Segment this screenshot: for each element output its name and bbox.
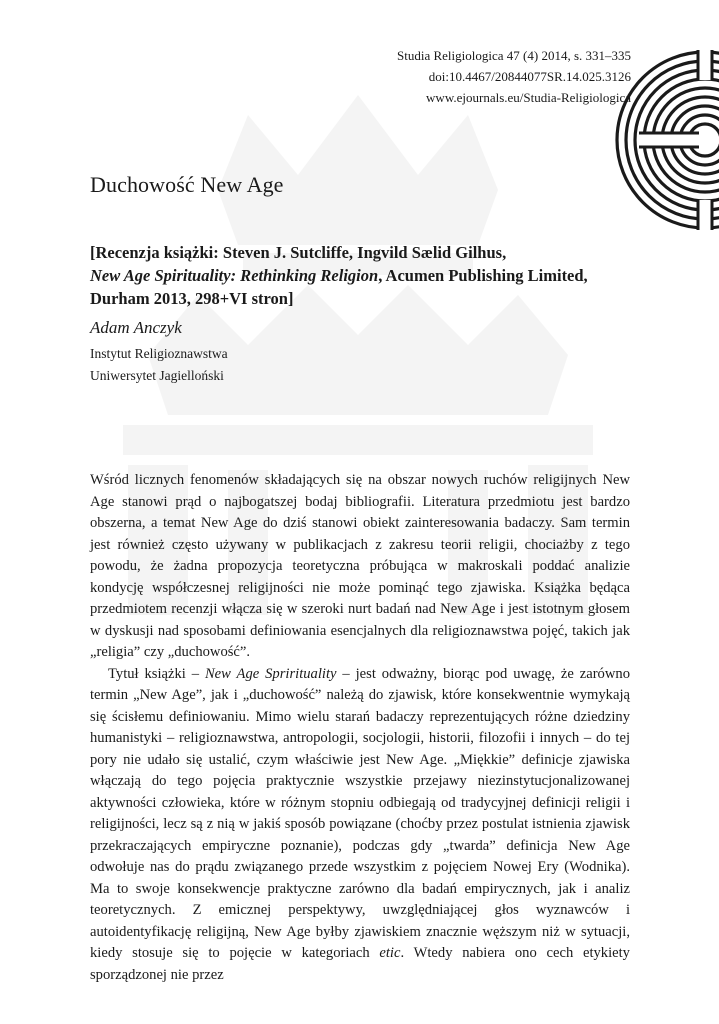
paragraph-2-etic: etic [379, 945, 401, 961]
journal-citation: Studia Religiologica 47 (4) 2014, s. 331–335 [397, 48, 631, 63]
author-affiliation [90, 343, 228, 387]
paragraph-2-book-title: New Age Sprirituality [204, 665, 337, 682]
review-line-3: Durham 2013, 298+VI stron] [90, 289, 294, 308]
article-title: Duchowość New Age [90, 172, 284, 197]
review-line-1: [Recenzja książki: Steven J. Sutcliffe, Ingvild Sælid Gilhus, [90, 243, 507, 262]
book-title: New Age Spirituality: Rethinking Religion [90, 266, 379, 285]
paragraph-2 [90, 664, 630, 987]
article-body [90, 470, 630, 986]
doi: doi:10.4467/20844077SR.14.025.3126 [428, 69, 631, 84]
paragraph-2-tail: . Wtedy nabiera ono cech etykiety sporządzonej nie przez [90, 945, 630, 983]
paragraph-1: Wśród licznych fenomenów składających się na obszar nowych ruchów religijnych New Age stanowi prąd o najbogatszej bodaj bibliografii. Literatura przedmiotu jest bardzo obszerna, a temat New Age do dziś stanowi obiekt zainteresowania badaczy. Sam termin jest również często używany w publikacjach z zakresu teorii religii, chociażby z tego powodu, że żadna propozycja teoretyczna próbująca w makroskali poddać analizie kondycję współczesnej religijności nie może pominąć tego zjawiska. Książka będąca przedmiotem recenzji włącza się w szeroki nurt badań nad New Age i jest istotnym głosem w dyskusji nad sposobami definiowania esencjalnych dla religioznawstwa pojęć, takich jak „religia” czy „duchowość”. [90, 472, 630, 660]
review-line-2 [90, 264, 650, 287]
affiliation-institute: Instytut Religioznawstwa [90, 346, 228, 361]
journal-url[interactable]: www.ejournals.eu/Studia-Religiologica [426, 90, 631, 105]
paragraph-2-text: – jest odważny, biorąc pod uwagę, że zarówno termin „New Age”, jak i „duchowość” należą do zjawisk, które konsekwentnie wymykają się ścisłemu definiowaniu. Mimo wielu starań badaczy reprezentujących różne dziedziny humanistyki – religioznawstwa, antropologii, socjologii, historii, filozofii i innych – do tej pory nie udało się ustalić, czym właściwie jest New Age. „Miękkie” definicje zjawiska włączają do tego pojęcia praktycznie wszystkie przejawy niezinstytucjonalizowanej aktywności człowieka, które w różnym stopniu odbiegają od tradycyjnej definicji religii i religijności, lecz są z nią w jakiś sposób powiązane (choćby przez postulat istnienia zjawisk przekraczających empiryczne poznanie), podczas gdy „twarda” definicja New Age odwołuje nas do prądu związanego przede wszystkim z pojęciem Nowej Ery (Wodnika). Ma to swoje konsekwencje praktyczne zarówno dla badań empirycznych, jak i analiz teoretycznych. Z emicznej perspektywy, uwzględniającej głos wyznawców i autoidentyfikację religijną, New Age byłby zjawiskiem znacznie węższym niż w sytuacji, kiedy stosuje się to pojęcie w kategoriach [90, 665, 630, 961]
publisher: , Acumen Publishing Limited, [378, 266, 588, 285]
author-name: Adam Anczyk [90, 318, 182, 337]
review-citation [90, 241, 650, 310]
affiliation-university: Uniwersytet Jagielloński [90, 368, 224, 383]
journal-header [397, 45, 631, 108]
paragraph-2-lead: Tytuł książki – [108, 665, 205, 682]
